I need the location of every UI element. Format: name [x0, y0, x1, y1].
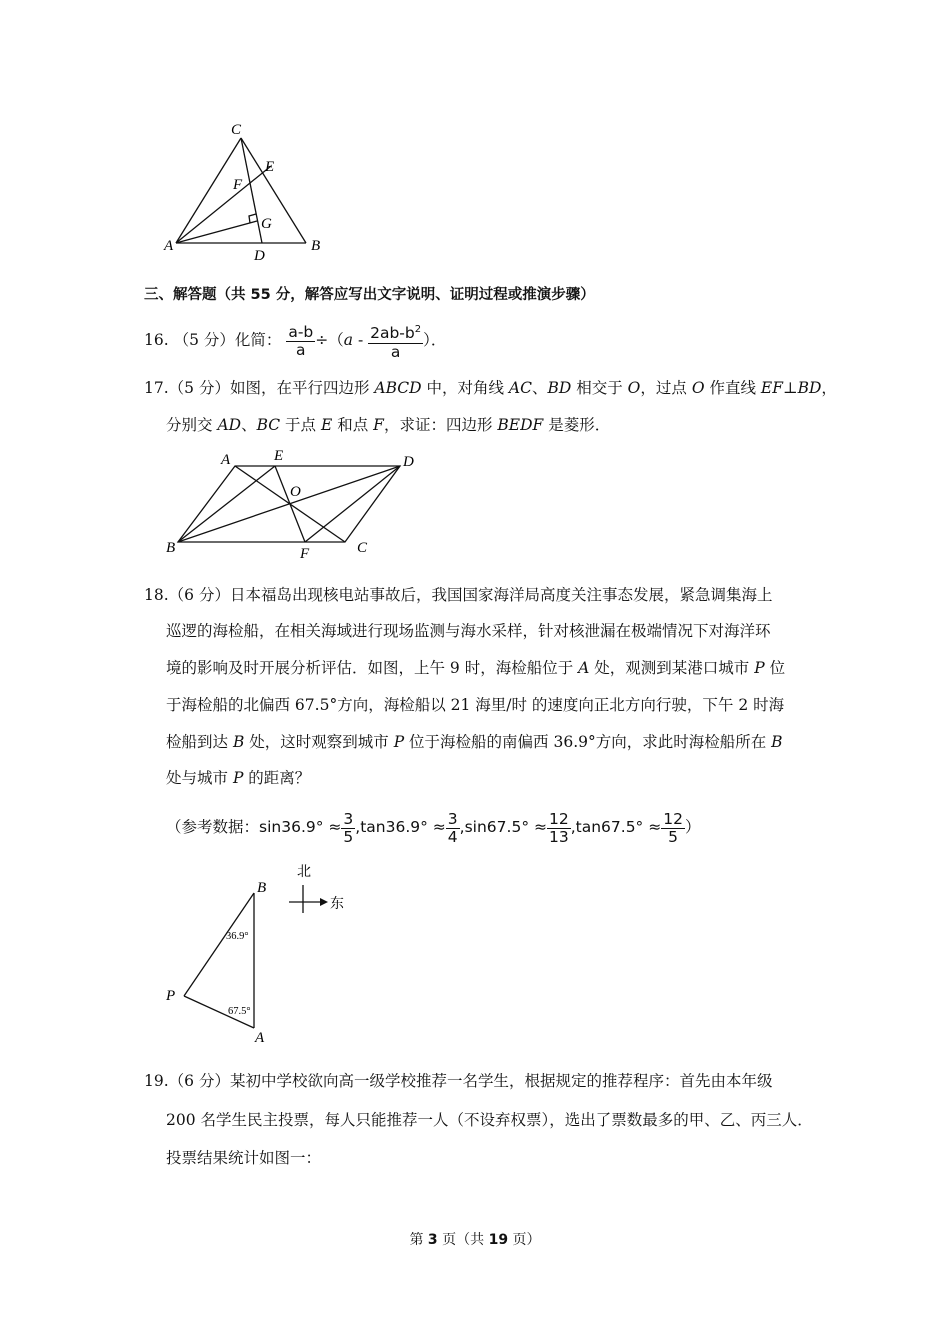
segment-CB: [241, 138, 306, 243]
label-D: D: [403, 454, 414, 470]
label-B: B: [166, 540, 176, 556]
segment-AE: [176, 166, 271, 243]
figure-q15-triangle: [160, 118, 340, 266]
label-O: O: [290, 484, 301, 500]
label-B: B: [257, 880, 267, 896]
label-B: B: [311, 238, 321, 254]
question-19-line-1: 19.（6 分）某初中学校欲向高一级学校推荐一名学生，根据规定的推荐程序：首先由本年级: [144, 1072, 773, 1090]
question-18-line-1: 18.（6 分）日本福岛出现核电站事故后，我国国家海洋局高度关注事态发展，紧急调集海上: [144, 586, 773, 604]
question-16: [144, 320, 446, 361]
question-17-line-2: 分别交 AD、BC 于点 E 和点 F，求证：四边形 BEDF 是菱形．: [166, 416, 611, 434]
q16-frac1-num: a-b: [288, 322, 314, 341]
label-F: F: [233, 177, 243, 193]
q16-a: a: [343, 331, 354, 349]
label-P: P: [166, 988, 176, 1004]
compass-north: 北: [297, 864, 311, 880]
label-E: E: [265, 159, 275, 175]
label-G: G: [261, 216, 272, 232]
label-F: F: [300, 546, 310, 562]
question-19-line-2: 200 名学生民主投票，每人只能推荐一人（不设弃权票），选出了票数最多的甲、乙、丙三人．: [166, 1111, 813, 1129]
q16-frac2-den: a: [390, 342, 401, 361]
q16-number: 16.: [144, 331, 169, 349]
question-18-line-6: 处与城市 P 的距离？: [166, 769, 311, 787]
angle-label-bottom: 67.5°: [228, 1006, 251, 1017]
question-18-reference-data: （参考数据：sin36.9° ≈ $\frac{3}{5}$ ,tan36.9° ≈ $\frac{3}{4}$ ,sin67.5° ≈ $\frac{12}{13}$ ,tan67.5° ≈ $\frac{12}{5}$ ）: [166, 809, 701, 846]
segment-PB: [184, 893, 254, 996]
page-footer: 第 3 页（共 19 页）: [409, 1232, 541, 1248]
q16-minus: -: [353, 331, 369, 349]
question-17-line-1: 17.（5 分）如图，在平行四边形 ABCD 中，对角线 AC、BD 相交于 O，过点 O 作直线 EF⊥BD，: [144, 379, 837, 397]
label-D: D: [254, 248, 265, 264]
angle-label-top: 36.9°: [226, 931, 249, 942]
question-18-line-5: 检船到达 B 处，这时观察到城市 P 位于海检船的南偏西 36.9°方向，求此时海检船所在 B: [166, 733, 783, 751]
q16-frac2-num: $2ab-b^2$: [368, 321, 423, 343]
q16-div: ÷（: [315, 331, 344, 349]
label-C: C: [231, 122, 242, 138]
question-19-line-3: 投票结果统计如图一：: [166, 1149, 322, 1167]
east-arrowhead: [320, 898, 328, 906]
figure-q17-parallelogram: [160, 444, 430, 564]
label-A: A: [164, 238, 174, 254]
label-A: A: [255, 1030, 265, 1046]
compass-east: 东: [330, 896, 344, 912]
label-E: E: [274, 448, 284, 464]
segment-EF: [275, 466, 305, 542]
current-page: 3: [427, 1232, 438, 1248]
q16-frac2-sup: 2: [414, 324, 422, 336]
q16-fraction-2: [368, 321, 423, 360]
total-pages: 19: [488, 1232, 509, 1248]
section-heading: 三、解答题（共 55 分，解答应写出文字说明、证明过程或推演步骤）: [144, 287, 595, 303]
question-18-line-4: 于海检船的北偏西 67.5°方向，海检船以 21 海里/时 的速度向正北方向行驶，下午 2 时海: [166, 696, 785, 714]
segment-CA: [176, 138, 241, 243]
label-C: C: [357, 540, 368, 556]
q16-score: （5 分）化简：: [173, 331, 282, 349]
q16-close: ）．: [423, 331, 447, 349]
question-18-line-2: 巡逻的海检船，在相关海域进行现场监测与海水采样，针对核泄漏在极端情况下对海洋环: [166, 622, 771, 640]
figure-q18-navigation: [160, 858, 360, 1048]
q16-fraction-1: [286, 324, 315, 359]
question-18-line-3: 境的影响及时开展分析评估．如图，上午 9 时，海检船位于 A 处，观测到某港口城市 P 位: [166, 659, 786, 677]
q16-frac1-den: a: [296, 340, 306, 359]
label-A: A: [221, 452, 231, 468]
diagonal-BD: [178, 466, 400, 542]
